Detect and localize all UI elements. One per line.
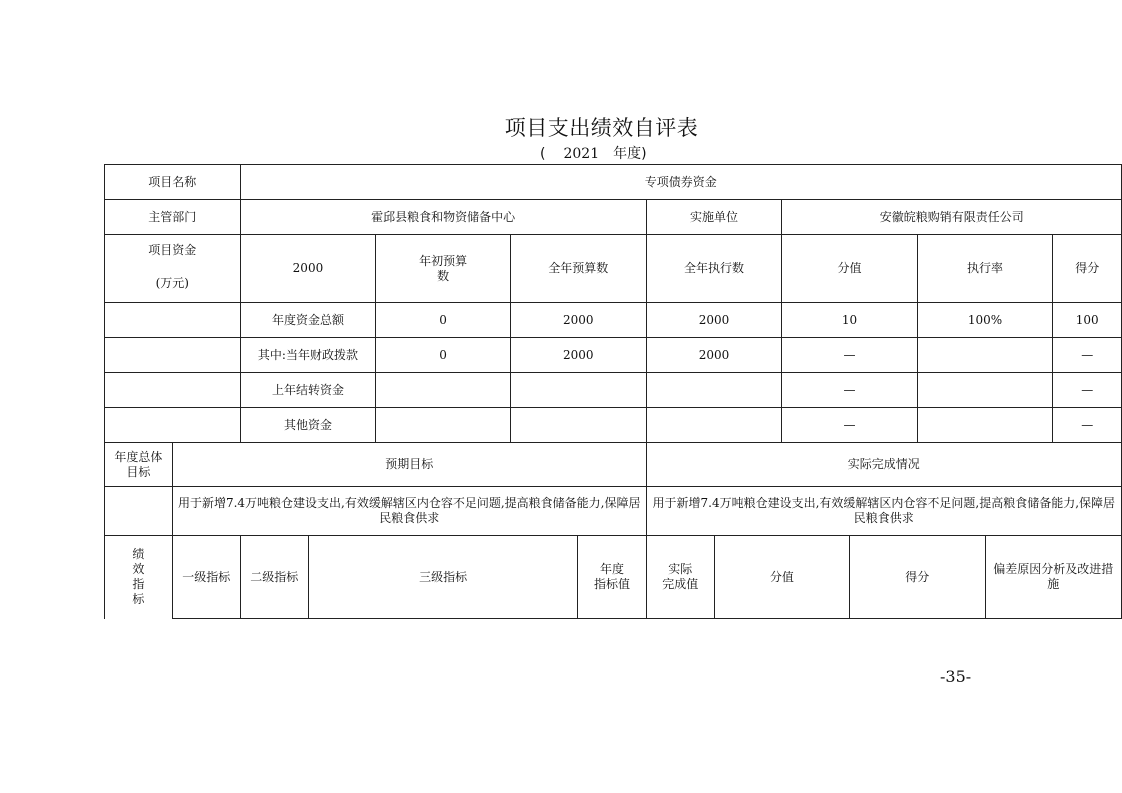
funds-label-line2: (万元) bbox=[155, 276, 189, 290]
col-exec-rate: 执行率 bbox=[917, 235, 1053, 303]
funds-row-score: 100 bbox=[1053, 303, 1122, 338]
goals-label-line1: 年度总体 bbox=[114, 449, 163, 464]
funds-row-initial bbox=[376, 373, 511, 408]
year-indicator-value-line1: 年度 bbox=[599, 562, 624, 576]
funds-row-blank bbox=[105, 373, 241, 408]
col-full-exec: 全年执行数 bbox=[646, 235, 782, 303]
goals-text-blank bbox=[105, 487, 173, 536]
level1-indicator: 一级指标 bbox=[172, 536, 240, 619]
funds-row-score: — bbox=[1053, 338, 1122, 373]
unit-value: 安徽皖粮购销有限责任公司 bbox=[782, 200, 1122, 235]
level2-indicator: 二级指标 bbox=[240, 536, 308, 619]
col-initial-budget bbox=[376, 235, 511, 303]
project-name-label: 项目名称 bbox=[105, 165, 241, 200]
funds-row-exec-rate bbox=[917, 373, 1053, 408]
funds-amount: 2000 bbox=[240, 235, 376, 303]
funds-row-score-value: — bbox=[782, 338, 917, 373]
funds-row-label: 其他资金 bbox=[240, 408, 376, 443]
unit-label: 实施单位 bbox=[646, 200, 782, 235]
funds-row-blank bbox=[105, 303, 241, 338]
funds-header-row bbox=[105, 235, 1122, 303]
funds-row-initial: 0 bbox=[376, 338, 511, 373]
col-initial-budget-line1: 年初预算 bbox=[419, 253, 468, 268]
expected-goal-text: 用于新增7.4万吨粮仓建设支出,有效缓解辖区内仓容不足问题,提高粮食储备能力,保障居民粮食供求 bbox=[172, 487, 646, 536]
col-initial-budget-line2: 数 bbox=[437, 268, 450, 283]
project-name-value: 专项债券资金 bbox=[240, 165, 1121, 200]
funds-row bbox=[105, 408, 1122, 443]
funds-row-score: — bbox=[1053, 408, 1122, 443]
indicator-header-row bbox=[105, 536, 1122, 619]
funds-row bbox=[105, 303, 1122, 338]
col-full-budget: 全年预算数 bbox=[510, 235, 646, 303]
project-name-row bbox=[105, 165, 1122, 200]
funds-row-initial bbox=[376, 408, 511, 443]
funds-row-full-budget: 2000 bbox=[510, 338, 646, 373]
funds-row-score-value: — bbox=[782, 408, 917, 443]
actual-value-line2: 完成值 bbox=[662, 577, 699, 591]
indicator-label-char: 效 bbox=[132, 562, 145, 577]
dept-value: 霍邱县粮食和物资储备中心 bbox=[240, 200, 646, 235]
funds-row-full-exec bbox=[646, 373, 782, 408]
dept-row bbox=[105, 200, 1122, 235]
actual-value bbox=[646, 536, 714, 619]
funds-row-initial: 0 bbox=[376, 303, 511, 338]
actual-value-line1: 实际 bbox=[668, 562, 693, 576]
funds-row-exec-rate: 100% bbox=[917, 303, 1053, 338]
funds-row-full-budget: 2000 bbox=[510, 303, 646, 338]
goals-label-line2: 目标 bbox=[126, 464, 151, 479]
year-indicator-value bbox=[578, 536, 646, 619]
funds-row-blank bbox=[105, 338, 241, 373]
funds-row bbox=[105, 338, 1122, 373]
goals-text-row bbox=[105, 487, 1122, 536]
funds-row-score-value: 10 bbox=[782, 303, 917, 338]
indicator-score-value: 分值 bbox=[714, 536, 849, 619]
indicator-label bbox=[105, 536, 173, 619]
indicator-label-char: 标 bbox=[132, 592, 145, 607]
indicator-score: 得分 bbox=[849, 536, 985, 619]
funds-row bbox=[105, 373, 1122, 408]
indicator-label-char: 指 bbox=[132, 577, 145, 592]
funds-row-exec-rate bbox=[917, 338, 1053, 373]
deviation-analysis: 偏差原因分析及改进措施 bbox=[985, 536, 1121, 619]
actual-result-text: 用于新增7.4万吨粮仓建设支出,有效缓解辖区内仓容不足问题,提高粮食储备能力,保障居民粮食供求 bbox=[646, 487, 1121, 536]
level3-indicator: 三级指标 bbox=[308, 536, 577, 619]
dept-label: 主管部门 bbox=[105, 200, 241, 235]
funds-row-score: — bbox=[1053, 373, 1122, 408]
funds-label bbox=[105, 235, 241, 303]
subtitle-year-label: 年度) bbox=[613, 146, 647, 162]
expected-goal-header: 预期目标 bbox=[172, 443, 646, 487]
funds-row-full-exec bbox=[646, 408, 782, 443]
page-number: -35- bbox=[940, 667, 972, 686]
year-subtitle bbox=[540, 143, 647, 163]
funds-row-label: 其中:当年财政拨款 bbox=[240, 338, 376, 373]
funds-row-full-budget bbox=[510, 408, 646, 443]
page-title: 项目支出绩效自评表 bbox=[504, 116, 699, 140]
funds-row-full-exec: 2000 bbox=[646, 338, 782, 373]
performance-table bbox=[104, 164, 1122, 619]
year-indicator-value-line2: 指标值 bbox=[593, 577, 630, 591]
funds-row-full-exec: 2000 bbox=[646, 303, 782, 338]
subtitle-year: 2021 bbox=[563, 146, 600, 162]
col-score-value: 分值 bbox=[782, 235, 917, 303]
funds-row-label: 上年结转资金 bbox=[240, 373, 376, 408]
goals-header-row bbox=[105, 443, 1122, 487]
col-score: 得分 bbox=[1053, 235, 1122, 303]
funds-row-label: 年度资金总额 bbox=[240, 303, 376, 338]
actual-result-header: 实际完成情况 bbox=[646, 443, 1121, 487]
funds-row-blank bbox=[105, 408, 241, 443]
funds-label-line1: 项目资金 bbox=[148, 243, 197, 257]
goals-label bbox=[105, 443, 173, 487]
funds-row-full-budget bbox=[510, 373, 646, 408]
funds-row-exec-rate bbox=[917, 408, 1053, 443]
indicator-label-char: 绩 bbox=[132, 547, 145, 562]
subtitle-open-paren: ( bbox=[540, 146, 546, 162]
funds-row-score-value: — bbox=[782, 373, 917, 408]
